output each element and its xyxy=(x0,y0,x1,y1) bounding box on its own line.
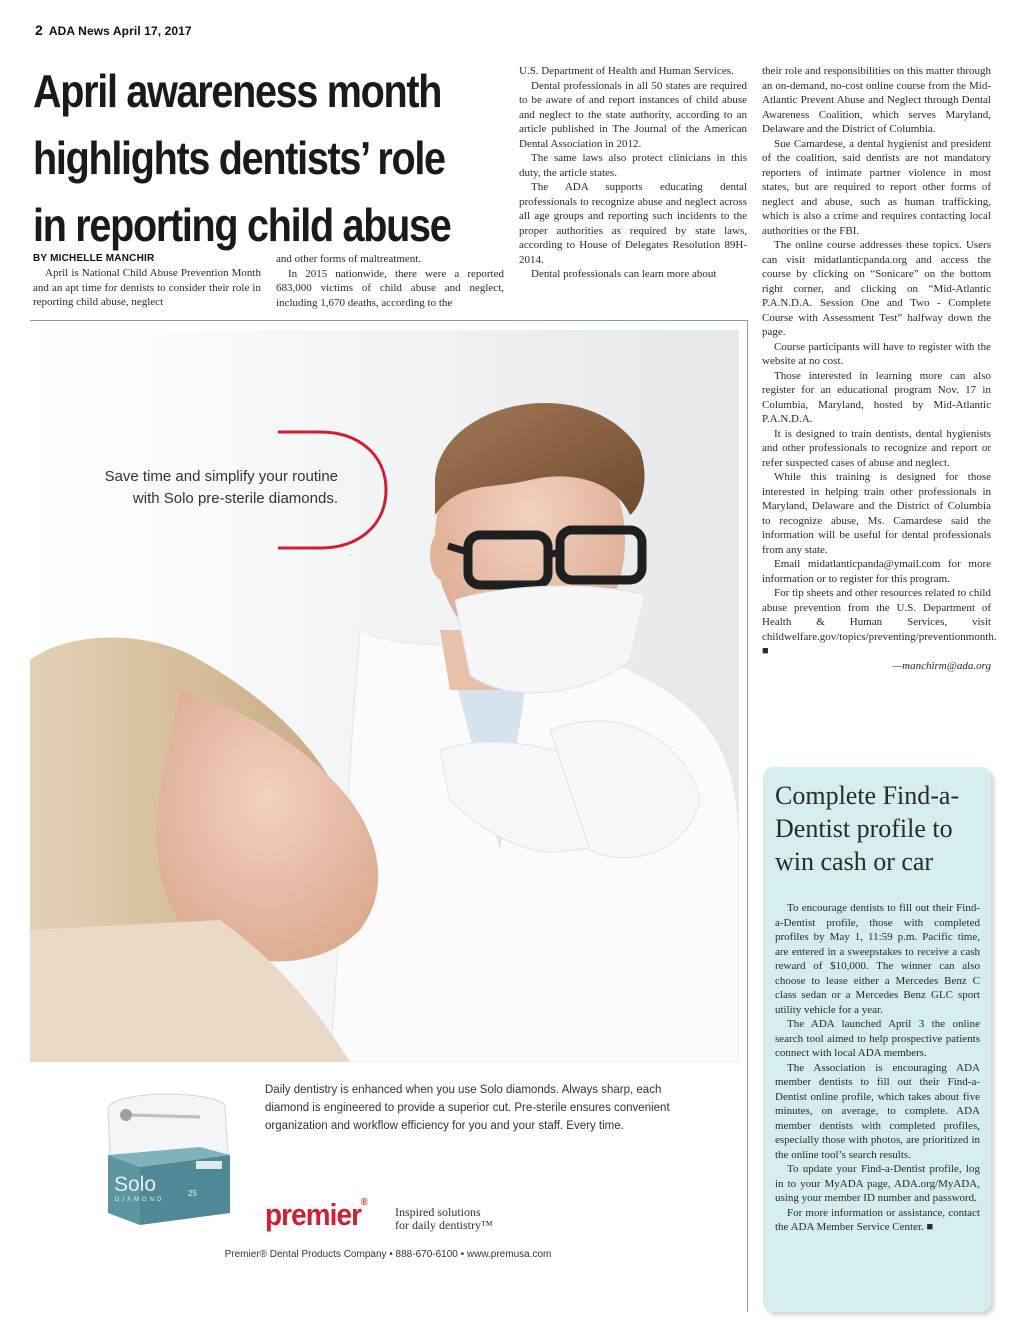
product-brand: Solo xyxy=(114,1173,157,1196)
publication-date: ADA News April 17, 2017 xyxy=(48,24,192,38)
ad-tagline xyxy=(58,466,338,510)
ad-divider-horizontal xyxy=(30,320,748,321)
registered-mark: ® xyxy=(361,1197,367,1208)
paragraph: To update your Find-a-Dentist profile, log in to your MyADA page, ADA.org/MyADA, using your member ID number and password. xyxy=(775,1163,980,1204)
headline-line: April awareness month xyxy=(33,65,442,117)
paragraph: It is designed to train dentists, dental hygienists and other professionals to recognize and report or refer suspected cases of abuse and neglect. xyxy=(762,427,991,469)
premier-tagline xyxy=(395,1206,493,1232)
paragraph: The ADA supports educating dental professionals to recognize abuse and neglect across all age groups and reporting such incidents to the proper authorities as required by state laws, according to House of Delegates Resolution 89H-2014. xyxy=(519,181,747,266)
page-number: 2 xyxy=(35,22,43,38)
paragraph: The online course addresses these topics. Users can visit midatlanticpanda.org and access the course by clicking on “Sonicare” on the bottom right corner, and clicking on “Mid-Atlantic P.A.N.D.A. Session One and Two - Complete Course with Assessment Test” halfway down the page. xyxy=(762,239,991,338)
article-column-2 xyxy=(276,252,504,310)
ad-photo-dentist xyxy=(30,330,739,1062)
byline: BY MICHELLE MANCHIR xyxy=(33,253,155,264)
paragraph: Email midatlanticpanda@ymail.com for more information or to register for this program. xyxy=(762,558,991,585)
headline-line: highlights dentists’ role xyxy=(33,132,445,184)
solo-product-box xyxy=(100,1085,240,1225)
paragraph: their role and responsibilities on this matter through an on-demand, no-cost online course from the Mid-Atlantic Prevent Abuse and Neglect through Dental Awareness Coalition, which serves Maryland, Delaware and the District of Columbia. xyxy=(762,65,991,135)
product-sub: DIAMOND xyxy=(115,1197,165,1203)
ad-tagline-line: with Solo pre-sterile diamonds. xyxy=(132,490,338,507)
headline-line: in reporting child abuse xyxy=(33,199,451,251)
paragraph: The Association is encouraging ADA member dentists to fill out their Find-a-Dentist online profile, which takes about five minutes, on average, to complete. ADA member dentists with completed profiles, especially those with photos, are prioritized in the online tool’s search results. xyxy=(775,1061,980,1161)
premier-tagline-line: Inspired solutions xyxy=(395,1205,481,1219)
sidebar-text xyxy=(775,901,980,1235)
premier-tagline-line: for daily dentistry™ xyxy=(395,1218,493,1232)
ad-divider-vertical xyxy=(747,320,748,1312)
paragraph: Dental professionals in all 50 states are required to be aware of and report instances of child abuse and neglect to the state authority, according to an article published in The Journal of the American Dental Association in 2012. xyxy=(519,79,747,150)
paragraph: While this training is designed for those interested in helping train other professionals in Maryland, Delaware and the District of Columbia to recognize abuse, Ms. Camardese said the information will be useful for dental professionals from any state. xyxy=(762,471,991,556)
paragraph: Sue Camardese, a dental hygienist and president of the coalition, said dentists are not mandatory reporters of intimate partner violence in most states, but are required to report other forms of neglect and abuse, such as human trafficking, which is also a crime and requires contacting local authorities or the FBI. xyxy=(762,137,991,237)
article-headline xyxy=(33,58,451,259)
page-folio xyxy=(35,22,192,38)
paragraph: In 2015 nationwide, there were a reported 683,000 victims of child abuse and neglect, including 1,670 deaths, according to the xyxy=(276,267,504,309)
article-column-3 xyxy=(519,64,747,282)
paragraph: To encourage dentists to fill out their Find-a-Dentist profile, those with completed profiles by May 1, 11:59 p.m. Pacific time, are entered in a sweepstakes to receive a cash reward of $10,000. The winner can also choose to lease either a Mercedes Benz C class sedan or a Mercedes Benz GLC sport utility vehicle for a year. xyxy=(775,902,980,1016)
premier-logo xyxy=(265,1197,367,1233)
article-column-4 xyxy=(762,64,997,673)
sidebar-title: Complete Find-a-Dentist profile to win cash or car xyxy=(775,781,960,876)
paragraph: April is National Child Abuse Prevention Month and an apt time for dentists to consider their role in reporting child abuse, neglect xyxy=(33,267,261,308)
author-email: —manchirm@ada.org xyxy=(892,659,991,672)
paragraph: For tip sheets and other resources related to child abuse prevention from the U.S. Department of Health & Human Services, visit childwelfare.gov/topics/preventing/preventionmonth. ■ xyxy=(762,587,997,657)
paragraph: U.S. Department of Health and Human Services. xyxy=(519,65,734,77)
paragraph: Those interested in learning more can also register for an educational program Nov. 17 in Columbia, Maryland, hosted by Mid-Atlantic P.A.N.D.A. xyxy=(762,369,991,425)
ad-body-copy: Daily dentistry is enhanced when you use Solo diamonds. Always sharp, each diamond is engineered to provide a superior cut. Pre-sterile ensures convenient organization and workflow efficiency for you and your staff. Every time. xyxy=(265,1084,670,1132)
paragraph: Dental professionals can learn more about xyxy=(531,268,717,280)
product-count: 25 xyxy=(188,1189,197,1198)
paragraph: The ADA launched April 3 the online search tool aimed to help prospective patients connect with local ADA members. xyxy=(775,1018,980,1059)
premier-logo-word: premier xyxy=(265,1197,362,1232)
paragraph: For more information or assistance, contact the ADA Member Service Center. ■ xyxy=(775,1206,980,1233)
article-column-1 xyxy=(33,266,261,310)
paragraph: Course participants will have to register with the website at no cost. xyxy=(762,340,991,367)
ad-footer: Premier® Dental Products Company • 888-670-6100 • www.premusa.com xyxy=(224,1249,552,1260)
paragraph: The same laws also protect clinicians in this duty, the article states. xyxy=(519,152,747,179)
ad-tagline-line: Save time and simplify your routine xyxy=(104,468,338,485)
paragraph: and other forms of maltreatment. xyxy=(276,253,422,265)
